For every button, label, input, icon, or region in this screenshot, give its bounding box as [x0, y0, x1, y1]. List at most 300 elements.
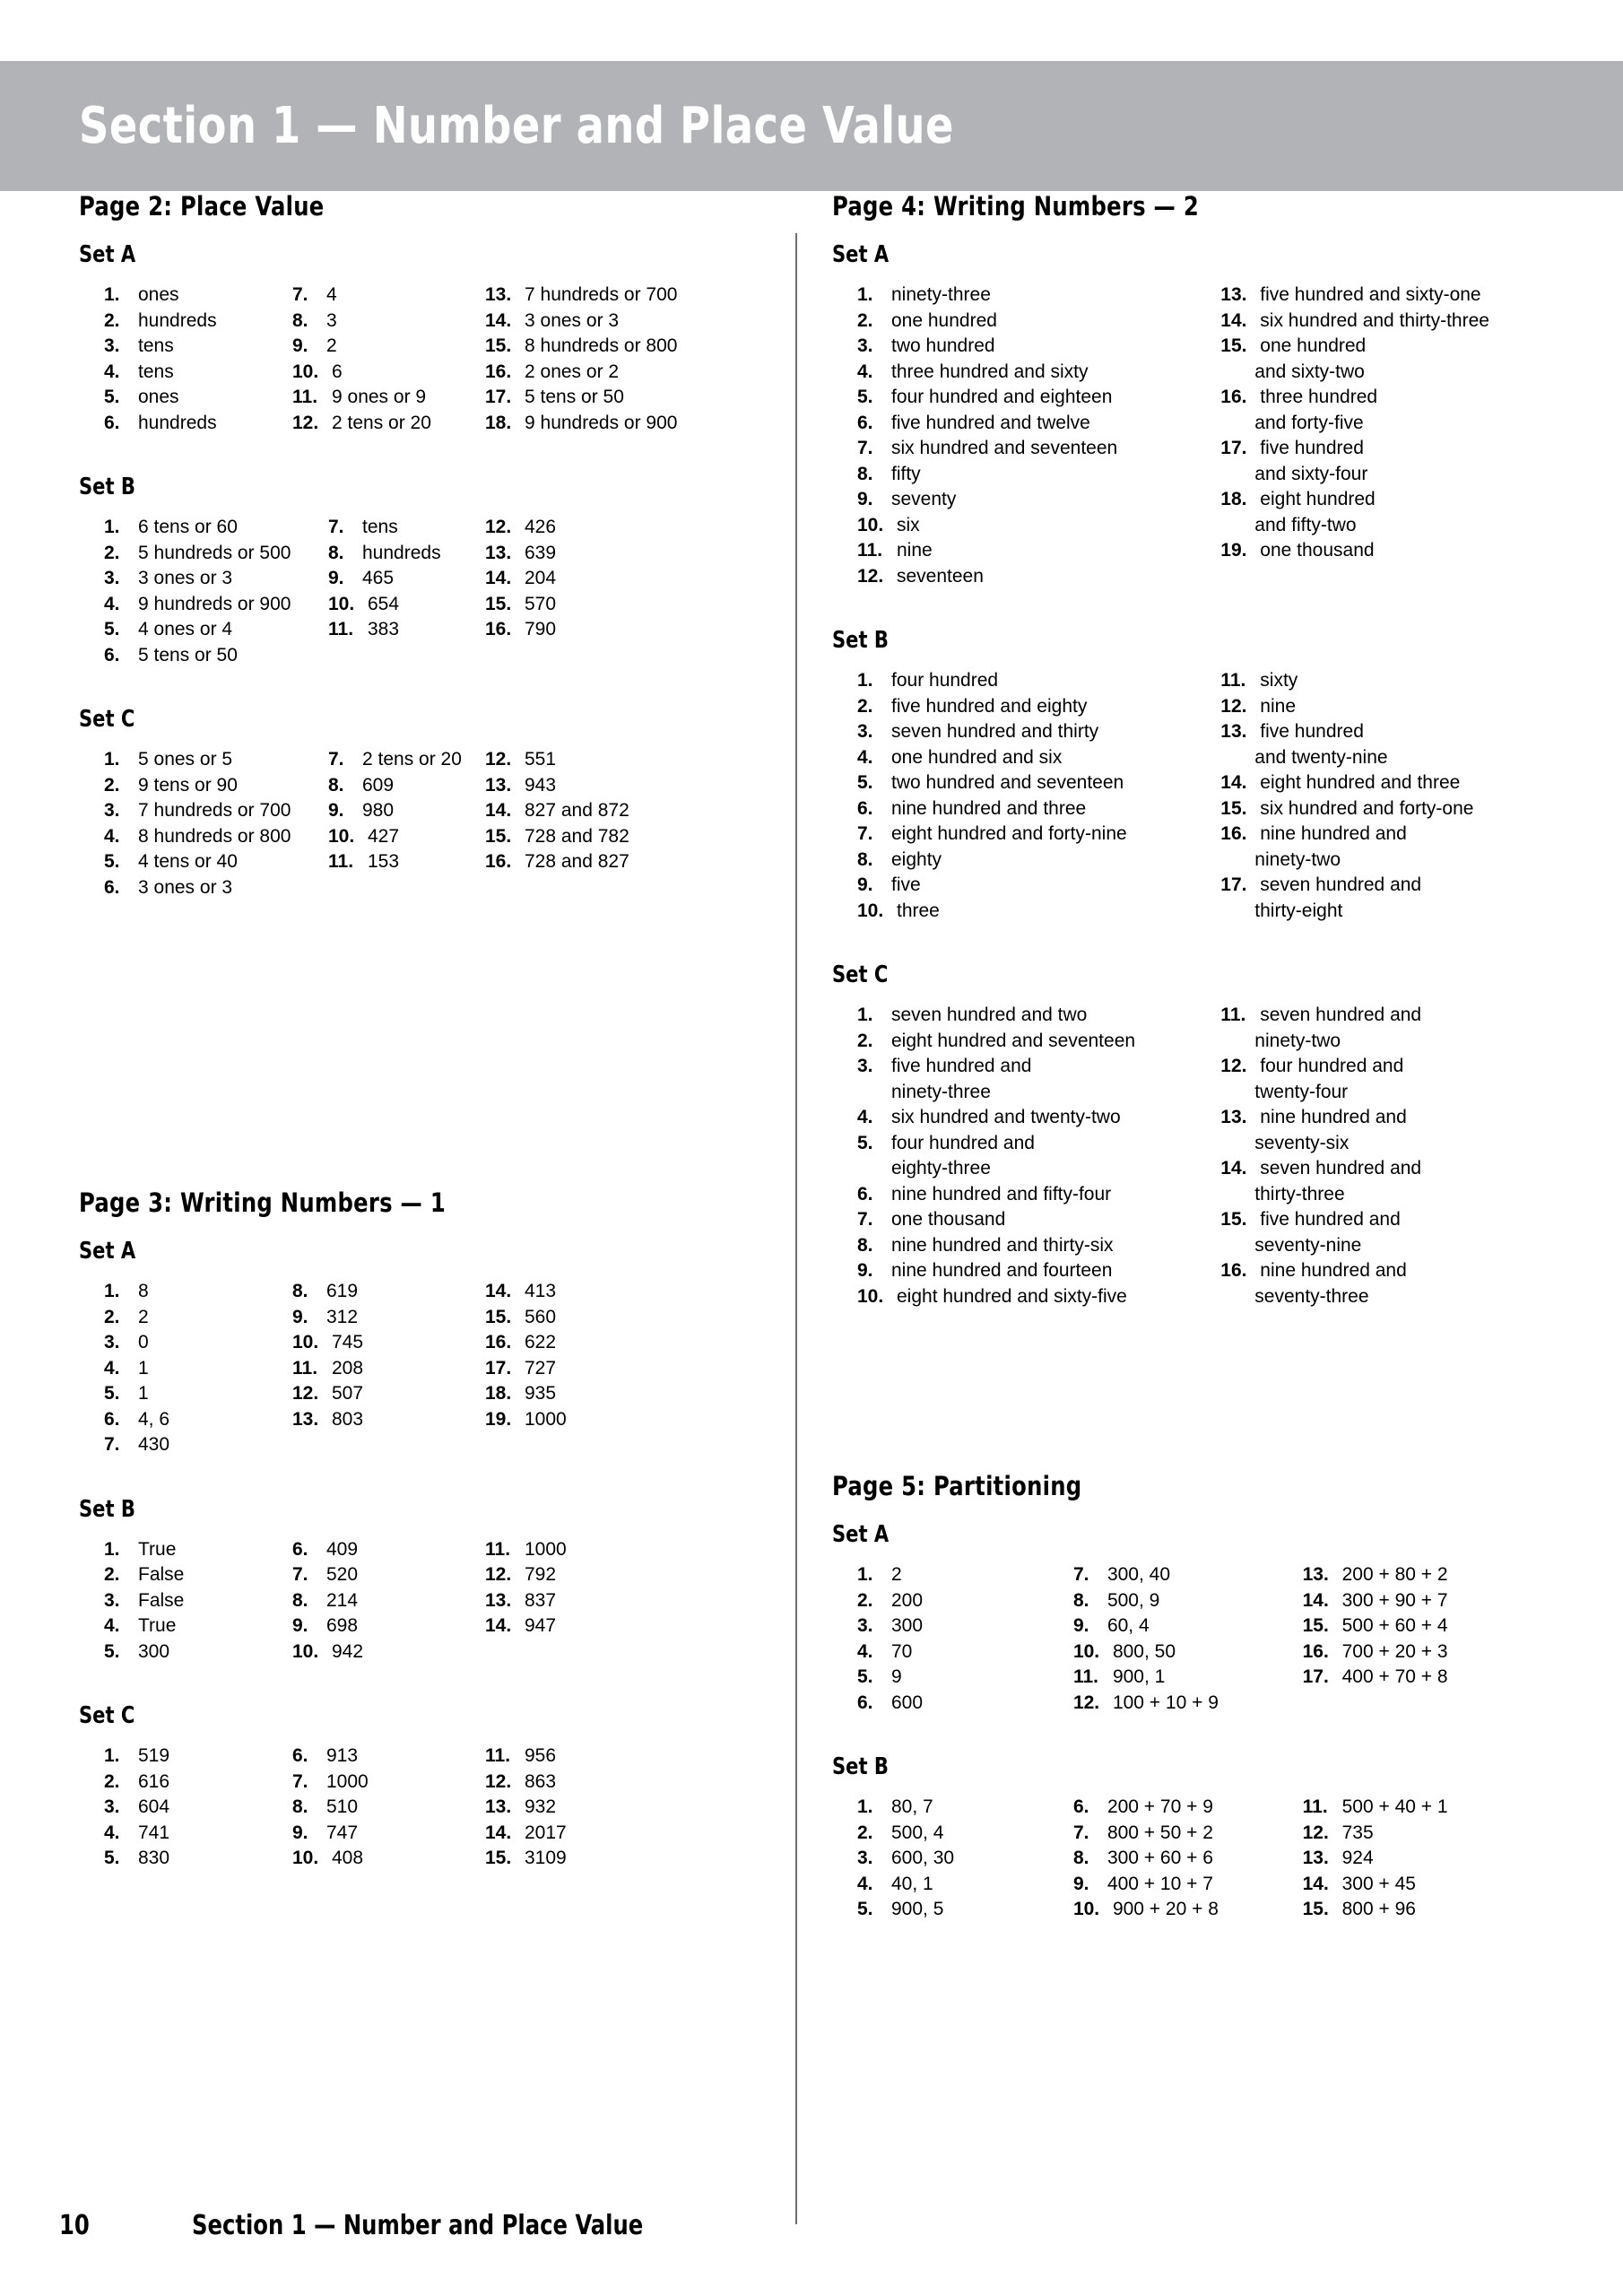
answer-grid: [832, 668, 1549, 924]
answer-text: 8: [138, 1281, 149, 1301]
answer-item: [857, 1821, 1073, 1847]
answer-subcolumn: [104, 1744, 292, 1872]
answer-item: [857, 668, 1220, 694]
answer-text: and sixty-four: [1254, 463, 1368, 484]
answer-number: 7.: [1072, 1564, 1089, 1585]
answer-number: 10.: [328, 825, 355, 847]
answer-item: [485, 566, 736, 592]
answer-text: one hundred and six: [891, 746, 1063, 768]
answer-item: [328, 773, 485, 799]
answer-item-continuation: [1220, 1080, 1549, 1106]
answer-text: five hundred and: [891, 1056, 1032, 1076]
answer-number: 15.: [1302, 1899, 1329, 1919]
answer-number: 13.: [1220, 721, 1247, 742]
answer-item: [485, 1613, 736, 1639]
answer-number: 5.: [857, 772, 873, 793]
answer-subcolumn: [292, 1279, 485, 1458]
answer-item: [485, 411, 736, 437]
answer-item: [857, 1691, 1073, 1717]
answer-text: 426: [525, 517, 557, 537]
answer-item: [485, 1846, 736, 1872]
answer-number: 8.: [1072, 1848, 1089, 1868]
answer-item-continuation: [1220, 411, 1549, 437]
answer-text: 830: [138, 1848, 170, 1868]
answer-item: [485, 773, 736, 799]
answer-text: 727: [525, 1357, 557, 1378]
answer-text: four hundred and: [891, 1132, 1035, 1153]
answer-subcolumn: [857, 283, 1220, 589]
page-heading: Page 3: Writing Numbers — 1: [79, 1187, 446, 1218]
answer-item: [485, 747, 736, 773]
answer-item: [1303, 1562, 1549, 1588]
answer-item: [857, 385, 1220, 411]
answer-item: [104, 1744, 292, 1770]
answer-number: 8.: [857, 848, 873, 870]
answer-text: 900, 1: [1112, 1666, 1166, 1687]
answer-text: 1000: [525, 1408, 567, 1430]
spacer: [832, 1309, 1549, 1363]
answer-item: [104, 566, 328, 592]
answer-item: [292, 1279, 485, 1305]
answer-text: 741: [138, 1822, 170, 1843]
answer-item: [292, 309, 485, 335]
answer-item: [292, 1381, 485, 1407]
answer-number: 12.: [1072, 1692, 1100, 1713]
answer-item: [1220, 334, 1549, 360]
answer-number: 2.: [857, 1589, 873, 1611]
answer-text: nine hundred and: [1260, 1107, 1407, 1127]
answer-item: [857, 1233, 1220, 1259]
answer-item: [292, 1537, 485, 1563]
answer-item: [104, 1588, 292, 1614]
answer-item: [104, 1562, 292, 1588]
answer-item: [485, 1305, 736, 1331]
answer-number: 6.: [292, 1538, 308, 1560]
answer-number: 12.: [1220, 1056, 1247, 1076]
set-heading: Set A: [79, 1238, 136, 1265]
set-heading: Set C: [832, 961, 889, 988]
answer-text: 500, 4: [891, 1822, 944, 1843]
answer-subcolumn: [857, 1003, 1220, 1309]
answer-item: [1220, 1105, 1549, 1131]
spacer: [832, 1923, 1549, 1977]
answer-item: [857, 770, 1220, 796]
answer-subcolumn: [485, 283, 736, 436]
answer-text: 9 ones or 9: [332, 387, 427, 407]
answer-number: 3.: [857, 1615, 873, 1636]
answer-number: 11.: [292, 387, 318, 407]
answer-number: 12.: [857, 565, 884, 587]
answer-text: 924: [1341, 1848, 1374, 1868]
answer-text: 5 ones or 5: [138, 749, 233, 770]
answer-text: 430: [138, 1434, 170, 1455]
answer-item: [328, 515, 485, 541]
answer-text: 100 + 10 + 9: [1112, 1692, 1219, 1713]
answer-text: three hundred and sixty: [891, 361, 1089, 382]
answer-number: 13.: [292, 1408, 319, 1430]
answer-text: 40, 1: [891, 1873, 933, 1894]
answer-item: [1220, 1207, 1549, 1233]
answer-text: 1: [138, 1357, 149, 1378]
answer-text: 300: [138, 1640, 170, 1662]
answer-item: [1220, 822, 1549, 848]
spacer: [79, 668, 778, 706]
answer-text: 619: [326, 1281, 359, 1301]
answer-text: one hundred: [1260, 335, 1367, 356]
page-heading: Page 5: Partitioning: [832, 1471, 1082, 1501]
answer-number: 17.: [1220, 874, 1247, 895]
answer-number: 5.: [104, 1383, 120, 1404]
answer-subcolumn: [1073, 1562, 1303, 1716]
answer-number: 4.: [104, 361, 120, 382]
answer-text: 300 + 45: [1341, 1873, 1416, 1894]
answer-number: 17.: [1220, 438, 1247, 458]
answer-number: 16.: [1220, 823, 1247, 844]
answer-number: 8.: [292, 309, 308, 331]
answer-item: [292, 1407, 485, 1433]
answer-text: five: [891, 874, 921, 895]
answer-number: 15.: [485, 825, 512, 847]
answer-number: 6.: [857, 412, 873, 433]
answer-item: [104, 1846, 292, 1872]
answer-number: 17.: [1302, 1666, 1329, 1687]
answer-item: [857, 822, 1220, 848]
answer-item: [104, 849, 328, 875]
answer-text: 792: [525, 1564, 557, 1585]
section-banner: [0, 61, 1623, 191]
answer-grid: [79, 747, 778, 900]
answer-number: 4.: [104, 1615, 120, 1636]
answer-item: [104, 360, 292, 386]
answer-text: 932: [525, 1796, 557, 1817]
answer-number: 3.: [857, 1848, 873, 1868]
answer-text: ninety-three: [891, 1081, 991, 1102]
answer-item: [1073, 1562, 1303, 1588]
answer-text: 9: [891, 1666, 902, 1687]
answer-item: [1303, 1846, 1549, 1872]
answer-item: [485, 1537, 736, 1563]
answer-item: [485, 1795, 736, 1821]
answer-item: [292, 1744, 485, 1770]
left-column: [79, 191, 778, 1926]
answer-number: 1.: [857, 1796, 873, 1817]
answer-item: [857, 1182, 1220, 1208]
answer-text: two hundred and seventeen: [891, 772, 1124, 793]
answer-item: [485, 1562, 736, 1588]
answer-number: 3.: [104, 568, 120, 588]
answer-number: 10.: [857, 900, 884, 921]
answer-text: 747: [326, 1822, 359, 1843]
answer-number: 8.: [857, 463, 873, 484]
spacer: [79, 1665, 778, 1702]
answer-item: [292, 1770, 485, 1796]
answer-number: 13.: [1302, 1848, 1329, 1868]
answer-text: 409: [326, 1538, 359, 1560]
answer-item: [485, 360, 736, 386]
answer-text: seventy-six: [1254, 1132, 1350, 1153]
answer-text: 570: [525, 593, 557, 614]
answer-number: 12.: [292, 412, 319, 433]
answer-item: [485, 1279, 736, 1305]
answer-text: 728 and 782: [525, 825, 629, 847]
answer-text: 208: [332, 1357, 364, 1378]
answer-number: 2.: [857, 1030, 873, 1051]
answer-text: 560: [525, 1306, 557, 1327]
answer-text: nine: [897, 540, 933, 561]
answer-number: 12.: [485, 749, 512, 770]
answer-number: 6.: [292, 1745, 308, 1766]
answer-text: 551: [525, 749, 557, 770]
answer-number: 2.: [104, 309, 120, 331]
answer-item: [292, 1821, 485, 1847]
answer-subcolumn: [1303, 1562, 1549, 1716]
answer-item: [1073, 1821, 1303, 1847]
answer-number: 1.: [104, 284, 120, 305]
answer-subcolumn: [292, 1537, 485, 1665]
answer-item: [1220, 436, 1549, 462]
answer-item: [104, 283, 292, 309]
answer-number: 15.: [1302, 1615, 1329, 1636]
answer-subcolumn: [857, 668, 1220, 924]
page-heading: Page 2: Place Value: [79, 191, 325, 222]
answer-number: 2.: [104, 542, 120, 563]
answer-number: 4.: [104, 593, 120, 614]
answer-text: 956: [525, 1745, 557, 1766]
answer-item: [104, 385, 292, 411]
answer-item-continuation: [857, 1156, 1220, 1182]
answer-item: [328, 849, 485, 875]
answer-number: 15.: [1220, 797, 1247, 819]
answer-number: 7.: [292, 284, 308, 305]
answer-item: [857, 1054, 1220, 1080]
answer-item-continuation: [1220, 1029, 1549, 1055]
answer-text: 0: [138, 1332, 149, 1352]
answer-number: 1.: [104, 1538, 120, 1560]
answer-number: 11.: [1072, 1666, 1098, 1687]
answer-number: 16.: [1220, 1260, 1247, 1281]
answer-text: seven hundred and thirty: [891, 721, 1099, 742]
answer-item: [292, 1639, 485, 1665]
answer-text: and fifty-two: [1254, 514, 1357, 535]
answer-number: 7.: [292, 1770, 308, 1792]
answer-text: tens: [138, 361, 174, 382]
answer-text: 4: [326, 284, 337, 305]
answer-number: 12.: [485, 517, 512, 537]
answer-number: 2.: [104, 774, 120, 796]
answer-text: five hundred and eighty: [891, 695, 1088, 717]
answer-item: [485, 1356, 736, 1382]
answer-number: 11.: [485, 1745, 511, 1766]
answer-item: [857, 1207, 1220, 1233]
answer-number: 8.: [857, 1234, 873, 1256]
answer-text: four hundred and eighteen: [891, 387, 1113, 407]
answer-number: 2.: [104, 1306, 120, 1327]
set-heading: Set C: [79, 1702, 135, 1729]
answer-text: eighty-three: [891, 1158, 991, 1178]
answer-text: True: [138, 1615, 177, 1636]
answer-text: hundreds: [362, 542, 441, 563]
answer-item: [857, 462, 1220, 488]
answer-number: 13.: [485, 1589, 512, 1611]
answer-item: [857, 1284, 1220, 1310]
answer-text: 616: [138, 1770, 170, 1792]
answer-text: 700 + 20 + 3: [1341, 1640, 1448, 1662]
answer-number: 14.: [485, 1822, 512, 1843]
answer-number: 9.: [857, 874, 873, 895]
answer-text: 408: [332, 1848, 364, 1868]
answer-item: [104, 1639, 292, 1665]
answer-number: 7.: [857, 438, 873, 458]
answer-text: 520: [326, 1564, 359, 1585]
answer-number: 1.: [104, 749, 120, 770]
answer-number: 11.: [1220, 1004, 1246, 1025]
answer-item: [857, 873, 1220, 899]
answer-item: [1303, 1897, 1549, 1923]
answer-item: [292, 1305, 485, 1331]
answer-text: 1000: [326, 1770, 369, 1792]
answer-text: 1: [138, 1383, 149, 1404]
answer-item: [485, 385, 736, 411]
answer-number: 13.: [1302, 1564, 1329, 1585]
answer-item: [1220, 694, 1549, 720]
answer-number: 13.: [1220, 1107, 1247, 1127]
answer-text: one thousand: [1260, 540, 1375, 561]
answer-item: [104, 1330, 292, 1356]
answer-item: [328, 798, 485, 824]
answer-item: [1073, 1795, 1303, 1821]
set-heading: Set C: [79, 706, 135, 733]
answer-text: 4, 6: [138, 1408, 170, 1430]
set-heading: Set B: [832, 1753, 889, 1780]
answer-item: [104, 1821, 292, 1847]
answer-item: [1303, 1639, 1549, 1665]
answer-item: [485, 1381, 736, 1407]
answer-text: 2: [891, 1564, 902, 1585]
answer-text: 604: [138, 1796, 170, 1817]
answer-number: 9.: [1072, 1615, 1089, 1636]
answer-number: 4.: [857, 1640, 873, 1662]
answer-item: [1220, 385, 1549, 411]
answer-item: [104, 1407, 292, 1433]
answer-text: 2 tens or 20: [362, 749, 462, 770]
answer-text: 300, 40: [1107, 1564, 1171, 1585]
answer-text: 900, 5: [891, 1899, 944, 1919]
answer-item: [857, 1795, 1073, 1821]
answer-text: 2 tens or 20: [332, 412, 431, 433]
answer-number: 7.: [328, 749, 344, 770]
answer-text: eight hundred and forty-nine: [891, 823, 1127, 844]
answer-text: eight hundred: [1260, 489, 1376, 509]
answer-text: 465: [362, 568, 395, 588]
answer-number: 8.: [292, 1281, 308, 1301]
answer-item-continuation: [1220, 513, 1549, 539]
answer-item: [1220, 487, 1549, 513]
answer-text: 790: [525, 619, 557, 639]
answer-number: 12.: [485, 1564, 512, 1585]
answer-item: [328, 824, 485, 850]
answer-item: [1220, 283, 1549, 309]
answer-text: 609: [362, 774, 395, 796]
answer-item-continuation: [1220, 1131, 1549, 1157]
answer-number: 3.: [857, 335, 873, 356]
answer-number: 2.: [104, 1564, 120, 1585]
answer-text: 507: [332, 1383, 364, 1404]
answer-item: [485, 617, 736, 643]
answer-number: 3.: [104, 1796, 120, 1817]
answer-item-continuation: [1220, 462, 1549, 488]
answer-item: [1303, 1588, 1549, 1614]
answer-text: 500 + 60 + 4: [1341, 1615, 1448, 1636]
answer-text: 7 hundreds or 700: [138, 800, 291, 821]
answer-item: [292, 1846, 485, 1872]
answer-text: seventy-nine: [1254, 1234, 1362, 1256]
answer-number: 4.: [104, 825, 120, 847]
answer-page-block: [832, 1471, 1549, 1977]
answer-item: [104, 1770, 292, 1796]
answer-item: [857, 513, 1220, 539]
answer-text: 300 + 60 + 6: [1107, 1848, 1213, 1868]
answer-text: and forty-five: [1254, 412, 1364, 433]
answer-item: [104, 1279, 292, 1305]
answer-item: [857, 1131, 1220, 1157]
answer-text: 312: [326, 1306, 359, 1327]
answer-item: [292, 1588, 485, 1614]
answer-text: 800, 50: [1112, 1640, 1176, 1662]
answer-item: [104, 1432, 292, 1458]
answer-item: [1220, 1054, 1549, 1080]
answer-number: 10.: [1072, 1899, 1100, 1919]
answer-item: [857, 309, 1220, 335]
set-heading: Set A: [832, 241, 890, 268]
answer-item: [857, 1897, 1073, 1923]
answer-item: [292, 334, 485, 360]
answer-text: seven hundred and: [1260, 1158, 1422, 1178]
answer-number: 11.: [857, 540, 883, 561]
answer-text: 9 tens or 90: [138, 774, 238, 796]
answer-item: [857, 564, 1220, 590]
answer-item-continuation: [1220, 360, 1549, 386]
answer-text: seven hundred and: [1260, 1004, 1422, 1025]
answer-item: [1303, 1872, 1549, 1898]
answer-number: 9.: [857, 1260, 873, 1281]
answer-item: [1220, 668, 1549, 694]
answer-item: [328, 592, 485, 618]
answer-text: ones: [138, 284, 179, 305]
answer-subcolumn: [328, 747, 485, 900]
answer-text: 5 hundreds or 500: [138, 542, 291, 563]
answer-item: [485, 1744, 736, 1770]
answer-item: [104, 824, 328, 850]
answer-item: [857, 360, 1220, 386]
answer-number: 15.: [485, 1306, 512, 1327]
answer-grid: [79, 1744, 778, 1872]
answer-number: 1.: [104, 1281, 120, 1301]
answer-item: [1220, 719, 1549, 745]
answer-number: 9.: [328, 568, 344, 588]
set-heading: Set A: [832, 1521, 890, 1548]
answer-item: [328, 541, 485, 567]
answer-text: 900 + 20 + 8: [1112, 1899, 1219, 1919]
answer-text: 400 + 10 + 7: [1107, 1873, 1213, 1894]
answer-number: 3.: [104, 800, 120, 821]
answer-number: 5.: [857, 387, 873, 407]
answer-number: 18.: [485, 1383, 512, 1404]
spacer: [79, 1872, 778, 1926]
answer-subcolumn: [485, 1744, 736, 1872]
answer-number: 13.: [1220, 284, 1247, 305]
answer-text: 837: [525, 1589, 557, 1611]
answer-item: [292, 411, 485, 437]
